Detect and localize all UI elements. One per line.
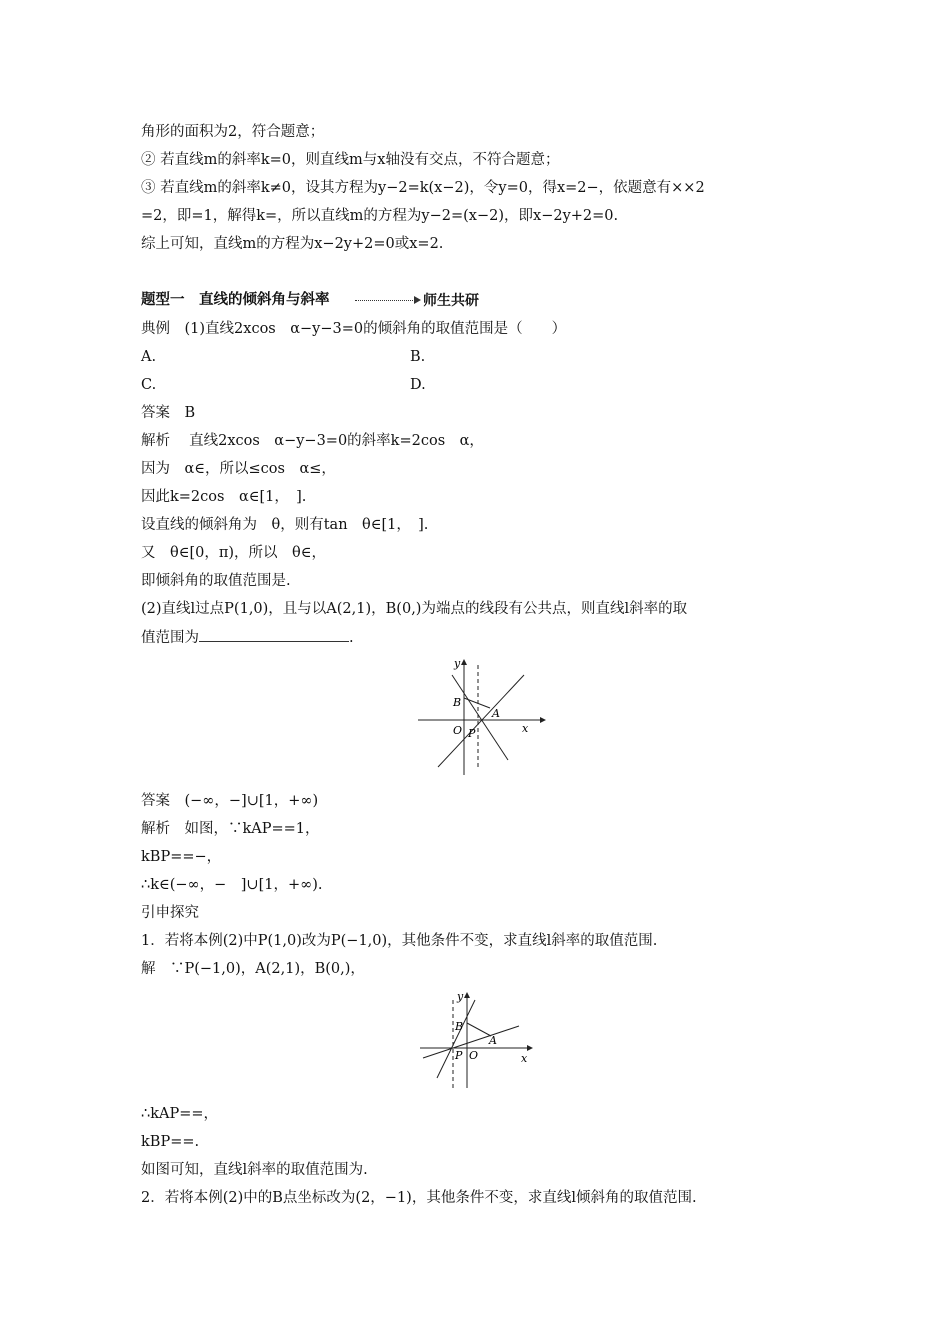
label-y: y [457, 990, 464, 1003]
text-line: 如图可知，直线l斜率的取值范围为. [141, 1162, 368, 1178]
text-line: 解析 直线2xcos α−y−3=0的斜率k=2cos α， [141, 433, 484, 449]
segment-ab [464, 698, 490, 708]
label-p: P [455, 1049, 463, 1062]
label-y: y [454, 657, 461, 670]
label-o: O [469, 1049, 479, 1062]
x-axis-arrow-icon [540, 717, 546, 723]
option-a: A. [141, 349, 157, 365]
text-line: 因为 α∈，所以≤cos α≤， [141, 461, 336, 477]
text-line: 解 ∵P(−1,0)，A(2,1)，B(0,)， [141, 961, 365, 977]
segment-ab [467, 1023, 491, 1036]
text-line: ③ 若直线m的斜率k≠0，设其方程为y−2=k(x−2)，令y=0，得x=2−，依题意有××2 [141, 180, 705, 196]
label-x: x [522, 722, 529, 735]
label-p: P [468, 727, 476, 740]
text-line: 典例 (1)直线2xcos α−y−3=0的倾斜角的取值范围是（ ） [141, 321, 567, 337]
text-line: 答案 B [141, 405, 196, 421]
label-b: B [455, 1020, 464, 1033]
label-o: O [453, 724, 463, 737]
text-line: ∴kAP==， [141, 1106, 219, 1122]
line-bp [437, 1000, 475, 1078]
arrow-head-icon [414, 296, 421, 304]
option-d: D. [410, 377, 426, 393]
text-line: 2．若将本例(2)中的B点坐标改为(2，−1)，其他条件不变，求直线l倾斜角的取值范围. [141, 1190, 697, 1206]
text-fragment: . [349, 630, 354, 646]
text-line: 又 θ∈[0，π)，所以 θ∈， [141, 545, 326, 561]
text-line: ② 若直线m的斜率k=0，则直线m与x轴没有交点，不符合题意； [141, 152, 560, 168]
answer-blank [199, 627, 349, 642]
text-fragment: 值范围为 [141, 630, 199, 646]
label-a: A [489, 1034, 497, 1047]
section-tag: 师生共研 [423, 293, 479, 309]
figure-1 [410, 655, 550, 780]
option-c: C. [141, 377, 157, 393]
text-line: ∴k∈(−∞，− ]∪[1，+∞). [141, 877, 323, 893]
section-title: 题型一 直线的倾斜角与斜率 [141, 292, 330, 308]
text-line: kBP==. [141, 1134, 200, 1150]
y-axis-arrow-icon [461, 659, 467, 665]
arrow-connector [355, 300, 415, 301]
y-axis-arrow-icon [464, 992, 470, 998]
line-ap [438, 675, 524, 767]
text-line: 解析 如图，∵kAP==1， [141, 821, 320, 837]
text-line: 综上可知，直线m的方程为x−2y+2=0或x=2. [141, 236, 444, 252]
label-a: A [492, 707, 500, 720]
text-line: =2，即=1，解得k=，所以直线m的方程为y−2=(x−2)，即x−2y+2=0. [141, 208, 619, 224]
text-line: 即倾斜角的取值范围是. [141, 573, 291, 589]
text-line [141, 627, 354, 648]
x-axis-arrow-icon [527, 1045, 533, 1051]
text-line: (2)直线l过点P(1,0)，且与以A(2,1)，B(0,)为端点的线段有公共点，则直线l斜率的取 [141, 601, 688, 617]
text-line: 角形的面积为2，符合题意； [141, 124, 325, 140]
text-line: 1．若将本例(2)中P(1,0)改为P(−1,0)，其他条件不变，求直线l斜率的取值范围. [141, 933, 658, 949]
text-line: kBP==−， [141, 849, 222, 865]
label-b: B [453, 696, 462, 709]
text-line: 设直线的倾斜角为 θ，则有tan θ∈[1， ]. [141, 517, 429, 533]
text-line: 因此k=2cos α∈[1， ]. [141, 489, 307, 505]
figure-2 [415, 988, 540, 1093]
label-x: x [521, 1052, 528, 1065]
text-line: 答案 (−∞，−]∪[1，+∞) [141, 793, 319, 809]
text-line: 引申探究 [141, 905, 199, 921]
option-b: B. [410, 349, 426, 365]
